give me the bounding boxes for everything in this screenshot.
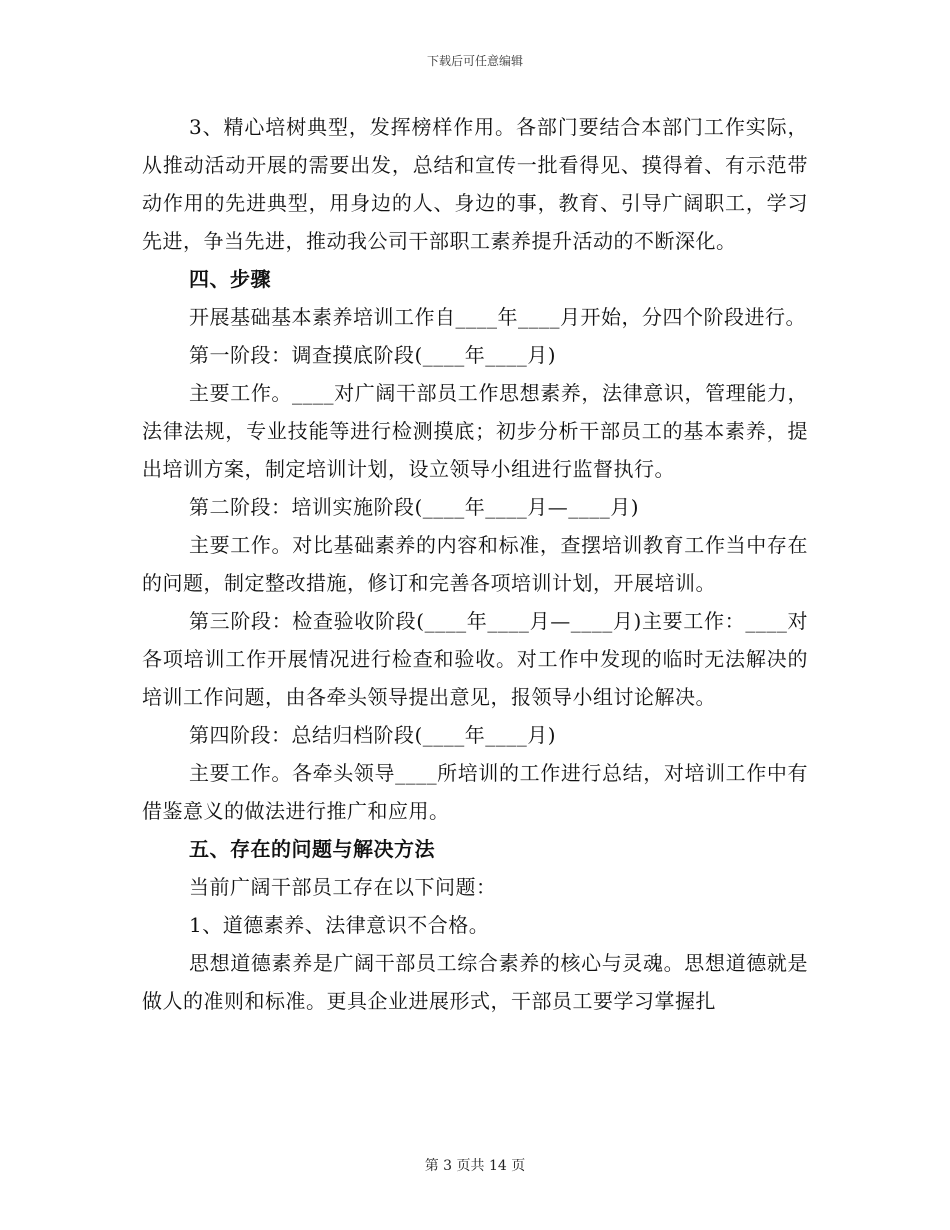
- paragraph-training-start: 开展基础基本素养培训工作自____年____月开始，分四个阶段进行。: [189, 305, 806, 329]
- document-body: [142, 108, 808, 1020]
- paragraph-stage-three: 第三阶段：检查验收阶段(____年____月—____月)主要工作：____对各项培训工作开展情况进行检查和验收。对工作中发现的临时无法解决的培训工作问题，由各牵头领导提出意见，报领导小组讨论解决。: [142, 609, 808, 709]
- page-number-footer: 第 3 页共 14 页: [424, 1158, 526, 1174]
- section-heading-steps: 四、步骤: [189, 267, 271, 291]
- paragraph-moral-quality: 思想道德素养是广阔干部员工综合素养的核心与灵魂。思想道德就是做人的准则和标准。更具企业进展形式，干部员工要学习掌握扎: [142, 951, 808, 1013]
- paragraph-stage-one: 第一阶段：调查摸底阶段(____年____月): [189, 343, 557, 367]
- paragraph-stage-one-work: 主要工作。____对广阔干部员工作思想素养，法律意识，管理能力，法律法规，专业技能等进行检测摸底；初步分析干部员工的基本素养，提出培训方案，制定培训计划，设立领导小组进行监督执行。: [142, 381, 808, 481]
- paragraph-stage-two-work: 主要工作。对比基础素养的内容和标准，查摆培训教育工作当中存在的问题，制定整改措施，修订和完善各项培训计划，开展培训。: [142, 533, 808, 595]
- paragraph-problem-one: 1、道德素养、法律意识不合格。: [189, 913, 490, 937]
- paragraph-typical-models: 3、精心培树典型，发挥榜样作用。各部门要结合本部门工作实际，从推动活动开展的需要出发，总结和宣传一批看得见、摸得着、有示范带动作用的先进典型，用身边的人、身边的事，教育、引导广阔职工，学习先进，争当先进，推动我公司干部职工素养提升活动的不断深化。: [142, 115, 808, 253]
- section-heading-problems: 五、存在的问题与解决方法: [189, 837, 435, 861]
- page-header-note: 下载后可任意编辑: [426, 54, 523, 68]
- paragraph-stage-two: 第二阶段：培训实施阶段(____年____月—____月): [189, 495, 640, 519]
- paragraph-stage-four-work: 主要工作。各牵头领导____所培训的工作进行总结，对培训工作中有借鉴意义的做法进行推广和应用。: [142, 761, 808, 823]
- paragraph-current-problems: 当前广阔干部员工存在以下问题：: [189, 875, 497, 899]
- paragraph-stage-four: 第四阶段：总结归档阶段(____年____月): [189, 723, 557, 747]
